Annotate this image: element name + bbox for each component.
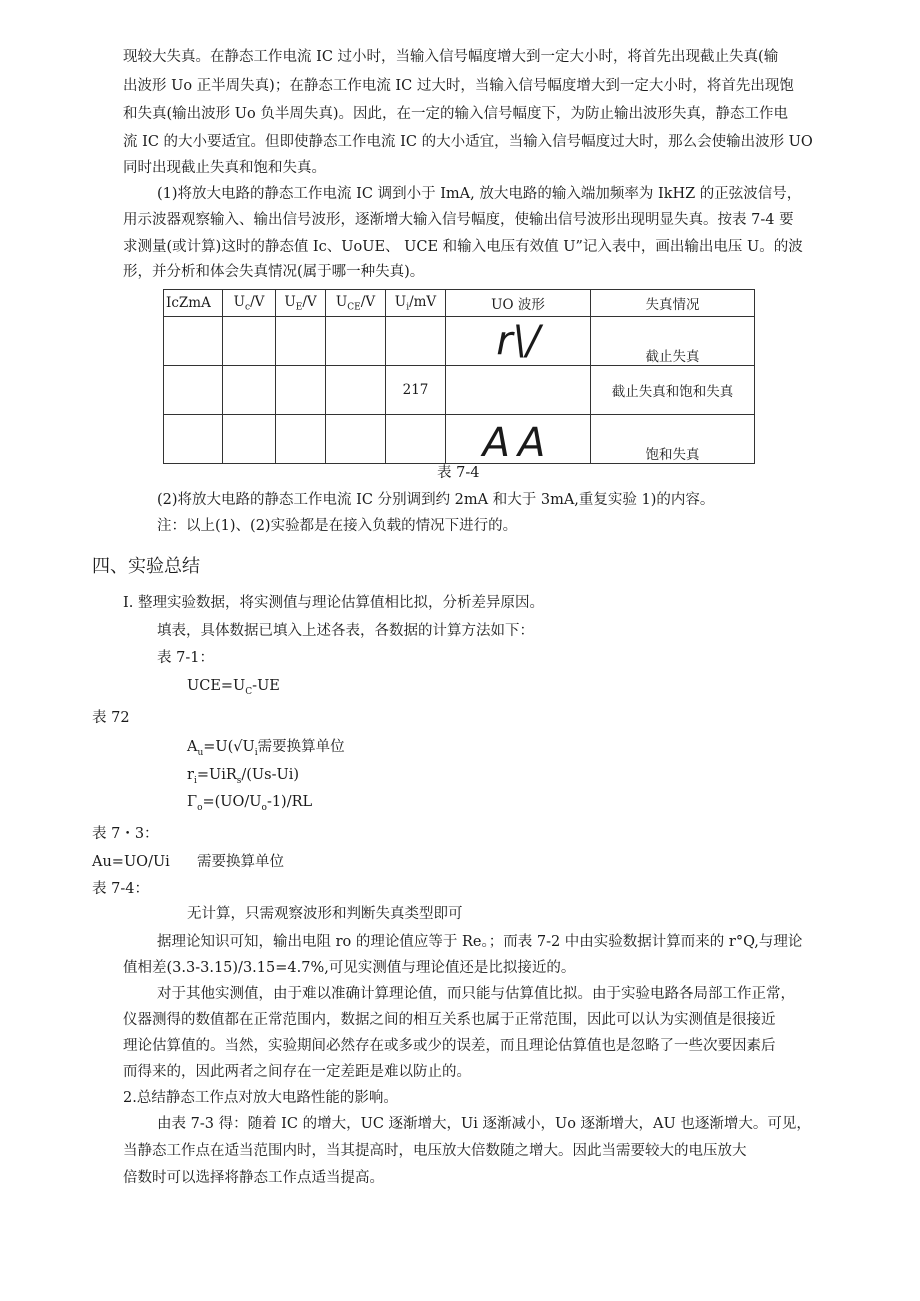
intro-line-2: 出波形 Uo 正半周失真)；在静态工作电流 IC 过大时，当输入信号幅度增大到一定大小时，将首先出现饱	[123, 78, 794, 94]
t71-formula: $UCE=U_C-UE$	[187, 678, 280, 697]
formula-ri: $r_i=UiR_s/(Us-Ui)$	[187, 767, 300, 786]
table-caption: 表 7-4	[437, 465, 480, 481]
other-line-1: 对于其他实测值，由于难以准确计算理论值，而只能与估算值比拟。由于实验电路各局部工作正常，	[157, 986, 795, 1002]
table-header-row	[164, 290, 755, 317]
ui-value-cell: 217	[386, 366, 446, 415]
intro-line-3: 和失真(输出波形 Uo 负半周失真)。因此，在一定的输入信号幅度下，为防止输出波形失真，静态工作电	[123, 106, 788, 122]
step2-line: (2)将放大电路的静态工作电流 IC 分别调到约 2mA 和大于 3mA,重复实验 1)的内容。	[157, 492, 715, 508]
step1-line-3: 求测量(或计算)这时的静态值 Ic、UoUE、 UCE 和输入电压有效值 U”记入表中，画出输出电压 U。的波	[123, 239, 803, 255]
theory-line-1: 据理论知识可知，输出电阻 ro 的理论值应等于 Re。；而表 7-2 中由实验数据计算而来的 r°Q,与理论	[157, 934, 803, 950]
theory-line-2: 值相差(3.3-3.15)/3.15=4.7%,可见实测值与理论值还是比拟接近的。	[123, 960, 576, 976]
impact-line-2: 当静态工作点在适当范围内时，当其提高时，电压放大倍数随之增大。因此当需要较大的电压放大	[123, 1143, 747, 1159]
t72-label: 表 72	[92, 710, 130, 726]
table-row	[164, 415, 755, 464]
other-line-4: 而得来的，因此两者之间存在一定差距是难以防止的。	[123, 1064, 471, 1080]
col-ue: $U_E/V$	[276, 290, 326, 317]
table-row	[164, 366, 755, 415]
distortion-cell: 饱和失真	[591, 415, 755, 464]
t73-formula: Au=UO/Ui	[92, 854, 170, 870]
distortion-cell: 截止失真和饱和失真	[591, 366, 755, 415]
other-line-2: 仪器测得的数值都在正常范围内，数据之间的相互关系也属于正常范围，因此可以认为实测值是很接近	[123, 1012, 776, 1028]
t74-note: 无计算，只需观察波形和判断失真类型即可	[187, 906, 463, 922]
section-title: 四、实验总结	[92, 556, 200, 577]
distortion-cell: 截止失真	[591, 317, 755, 366]
impact-line-3: 倍数时可以选择将静态工作点适当提高。	[123, 1170, 384, 1186]
wave-both	[446, 366, 591, 415]
col-uo-wave: UO 波形	[446, 290, 591, 317]
wave-cutoff: r\/	[446, 317, 591, 366]
formula-au: $A_u=U(√U_i$需要换算单位	[187, 739, 345, 758]
t74-label: 表 7-4：	[92, 881, 149, 897]
t73-note: 需要换算单位	[197, 854, 284, 870]
impact-line-1: 由表 7-3 得：随着 IC 的增大，UC 逐渐增大，Ui 逐渐减小，Uo 逐渐增大，AU 也逐渐增大。可见，	[157, 1116, 811, 1132]
col-uce: $U_{CE}/V$	[326, 290, 386, 317]
summary-item-1: I. 整理实验数据，将实测值与理论估算值相比拟，分析差异原因。	[123, 595, 544, 611]
summary-item-2: 2.总结静态工作点对放大电路性能的影响。	[123, 1090, 398, 1106]
t73-label: 表 7・3：	[92, 826, 159, 842]
other-line-3: 理论估算值的。当然，实验期间必然存在或多或少的误差，而且理论估算值也是忽略了一些次要因素后	[123, 1038, 776, 1054]
col-ic: IcZmA	[164, 290, 223, 317]
intro-line-1: 现较大失真。在静态工作电流 IC 过小时，当输入信号幅度增大到一定大小时，将首先出现截止失真(输	[123, 49, 779, 65]
table-7-4	[163, 289, 755, 464]
step1-line-1: (1)将放大电路的静态工作电流 IC 调到小于 ImA, 放大电路的输入端加频率为 IkHZ 的正弦波信号，	[157, 186, 802, 202]
col-distortion: 失真情况	[591, 290, 755, 317]
step1-line-4: 形，并分析和体会失真情况(属于哪一种失真)。	[123, 264, 425, 280]
col-ui: $U_i/mV$	[386, 290, 446, 317]
col-uc: $U_c/V$	[223, 290, 276, 317]
step1-line-2: 用示波器观察输入、输出信号波形，逐渐增大输入信号幅度，使输出信号波形出现明显失真。按表 7-4 要	[123, 212, 794, 228]
table-row	[164, 317, 755, 366]
intro-line-5: 同时出现截止失真和饱和失真。	[123, 160, 326, 176]
t71-label: 表 7-1：	[157, 650, 214, 666]
fill-table-line: 填表，具体数据已填入上述各表，各数据的计算方法如下：	[157, 623, 534, 639]
note-line: 注：以上(1)、(2)实验都是在接入负载的情况下进行的。	[157, 518, 518, 534]
formula-ro: $\Gamma_o=(UO/U_o-1)/RL$	[187, 794, 313, 813]
intro-line-4: 流 IC 的大小要适宜。但即使静态工作电流 IC 的大小适宜，当输入信号幅度过大时，那么会使输出波形 UO	[123, 134, 813, 150]
wave-saturation: AA	[446, 415, 591, 464]
